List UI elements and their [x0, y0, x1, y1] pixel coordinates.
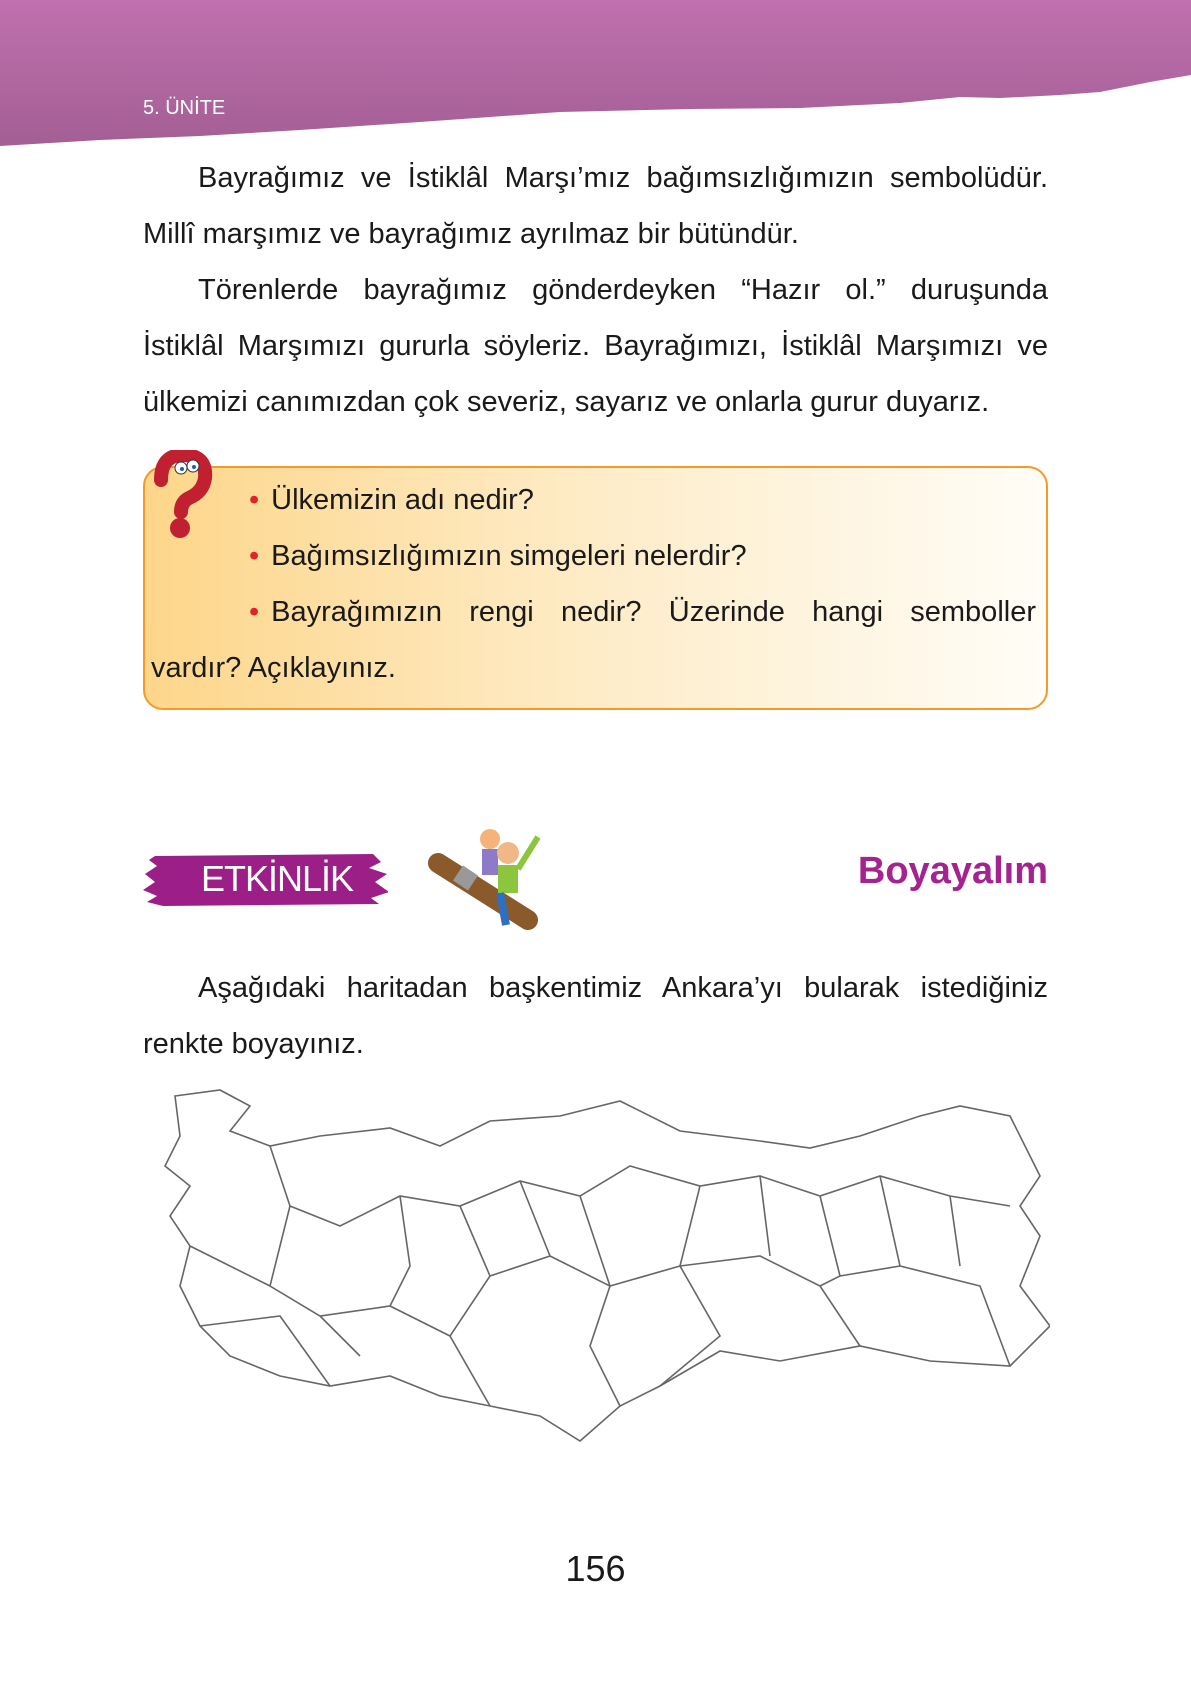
question-3: [151, 584, 1036, 696]
question-2: [151, 528, 1036, 584]
activity-title: Boyayalım: [857, 850, 1048, 892]
activity-badge: [143, 852, 388, 906]
page-content: [143, 150, 1048, 1476]
bullet-icon: •: [249, 596, 260, 628]
question-mark-character-icon: [151, 450, 213, 538]
paragraph-2: Törenlerde bayrağımız gönderdeyken “Hazır ol.” duruşunda İstiklâl Marşımızı gururla söyleriz. Bayrağımızı, İstiklâl Marşımızı ve ülkemizi canımızdan çok severiz, sayarız ve onlarla gurur duyarız.: [143, 274, 1048, 418]
turkey-provinces-map[interactable]: [160, 1086, 1050, 1476]
question-3-continuation: vardır? Açıklayınız.: [151, 652, 396, 684]
questions-box: [143, 466, 1048, 710]
activity-header: [143, 830, 1048, 930]
bullet-icon: •: [249, 484, 260, 516]
activity-badge-label: ETKİNLİK: [201, 858, 354, 899]
paragraph-1: Bayrağımız ve İstiklâl Marşı’mız bağımsızlığımızın sembolüdür. Millî marşımız ve bayrağımız ayrılmaz bir bütündür.: [143, 162, 1048, 250]
question-1: [151, 472, 1036, 528]
activity-instruction: Aşağıdaki haritadan başkentimiz Ankara’yı bularak istediğiniz renkte boyayınız.: [143, 972, 1048, 1060]
kids-on-paintbrush-icon: [428, 825, 553, 935]
unit-label: 5. ÜNİTE: [143, 97, 226, 119]
question-text: Bağımsızlığımızın simgeleri nelerdir?: [271, 540, 747, 572]
header-band: [0, 0, 1191, 150]
bullet-icon: •: [249, 540, 260, 572]
question-text: Bayrağımızın rengi nedir? Üzerinde hangi semboller: [271, 596, 1036, 628]
question-text: Ülkemizin adı nedir?: [271, 484, 534, 516]
page-number: 156: [565, 1548, 626, 1589]
